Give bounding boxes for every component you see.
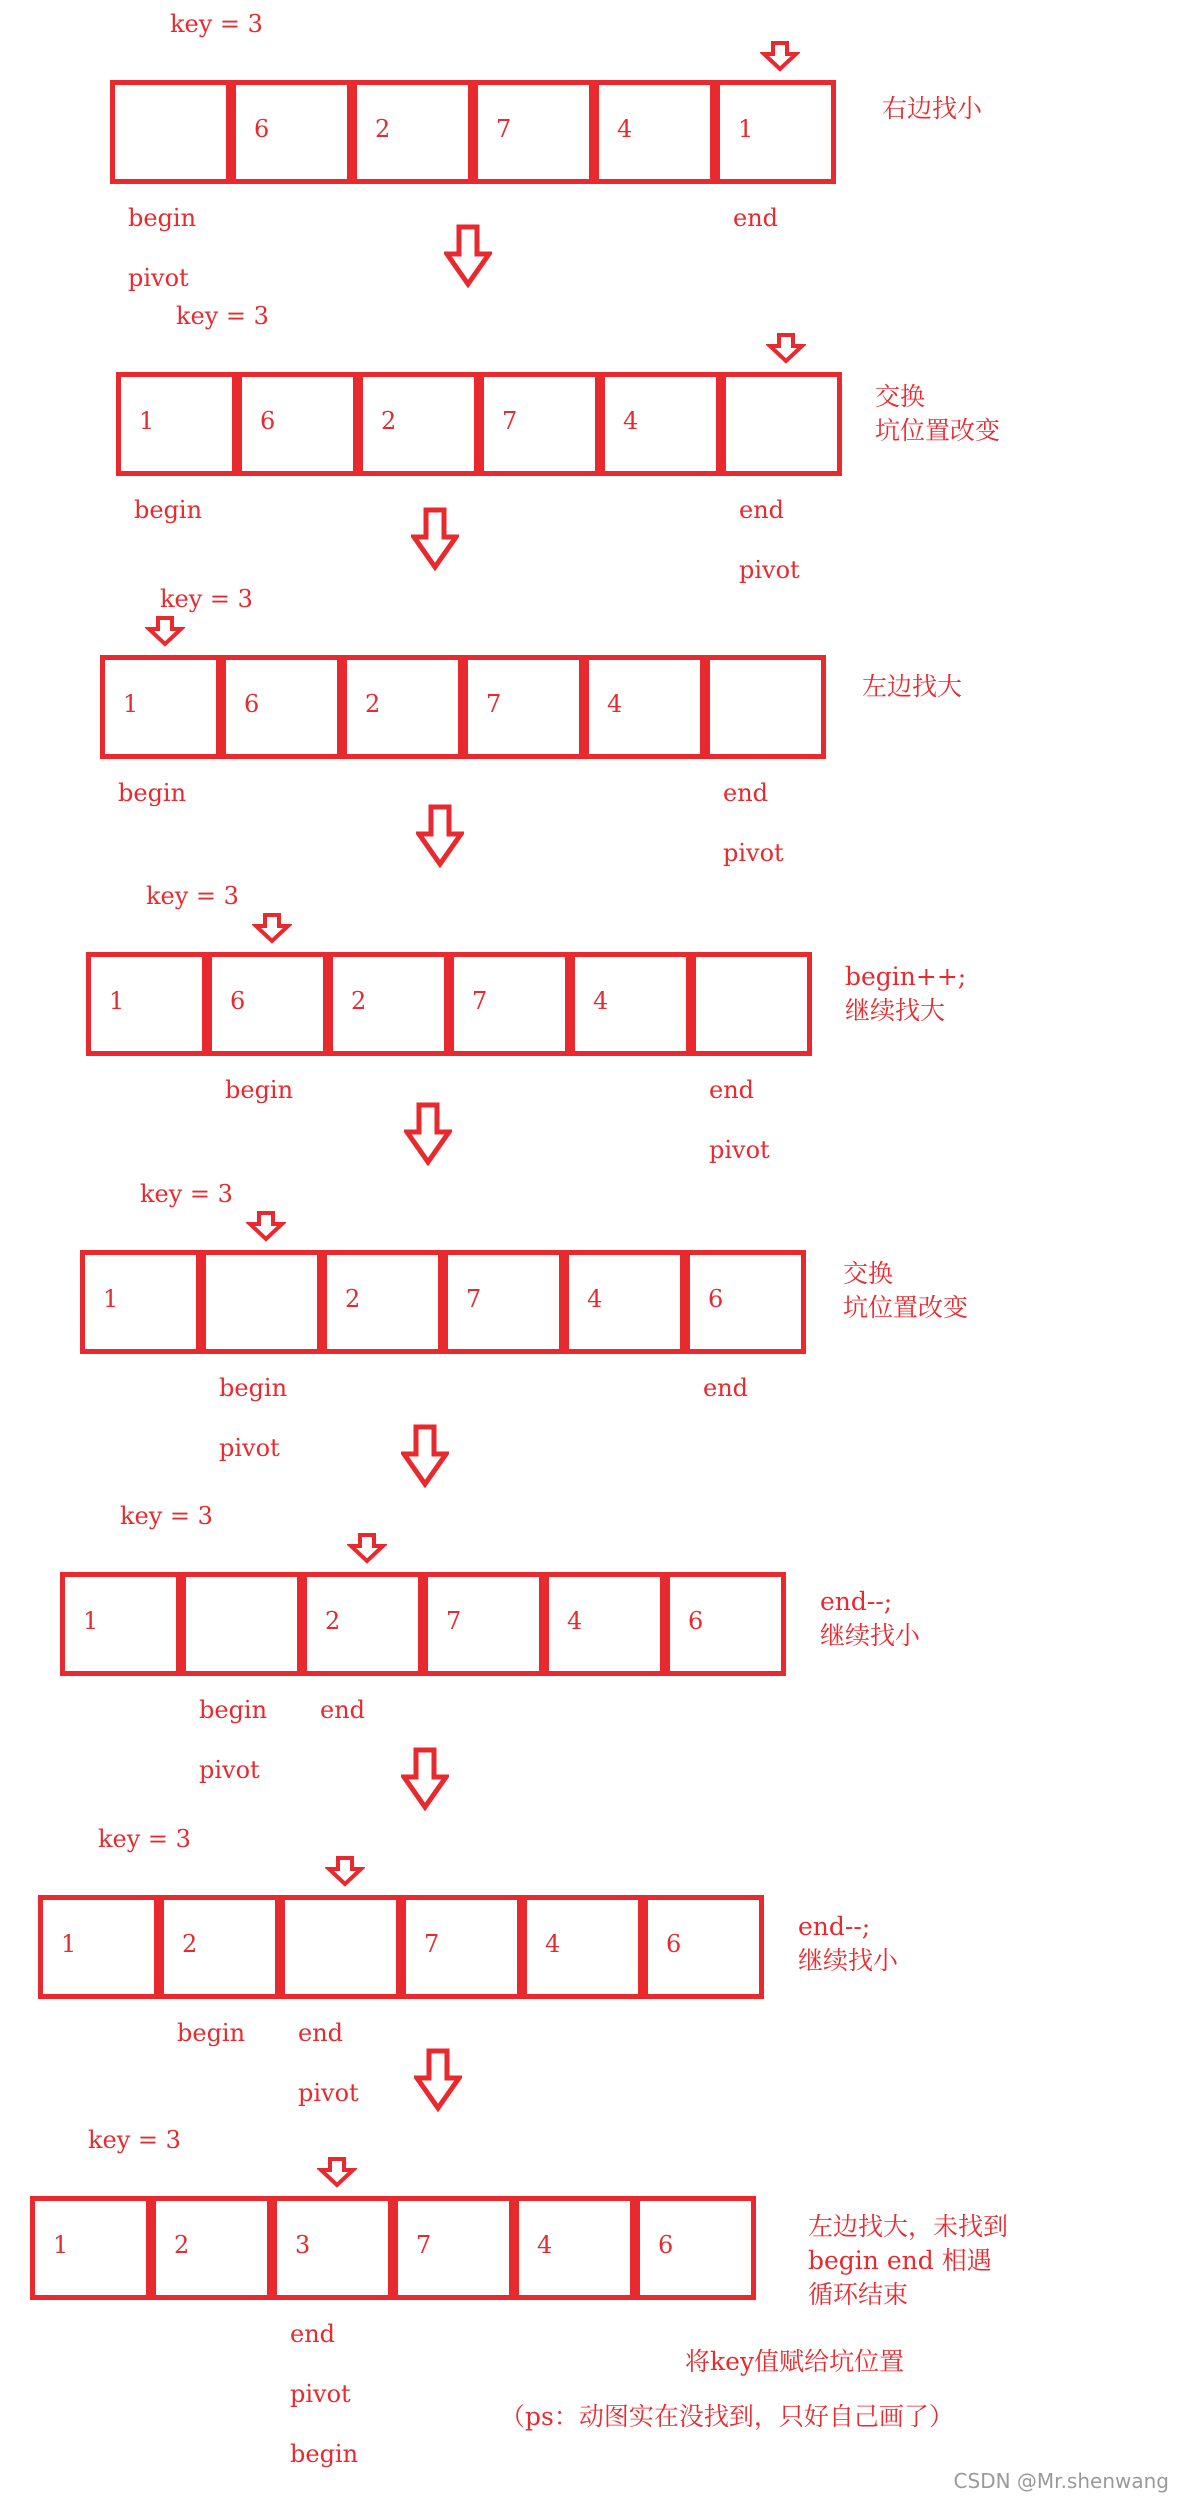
array-cell	[342, 655, 463, 759]
array-cell	[600, 372, 721, 476]
begin-label: begin	[134, 496, 203, 524]
cell-value: 7	[502, 407, 518, 435]
array-cell	[352, 80, 473, 184]
step-note: 右边找小	[882, 94, 983, 123]
cell-value: 2	[351, 987, 367, 1015]
cell-value: 4	[617, 115, 633, 143]
array-cell	[231, 80, 352, 184]
array-cell	[100, 655, 221, 759]
pivot-label: pivot	[723, 839, 784, 867]
pivot-label: pivot	[709, 1136, 770, 1164]
step-note: 交换	[843, 1259, 894, 1288]
ps-note: （ps：动图实在没找到，只好自己画了）	[500, 2402, 954, 2431]
begin-label: begin	[128, 204, 197, 232]
end-label: end	[703, 1374, 749, 1402]
cell-value: 7	[446, 1607, 462, 1635]
array-cell	[322, 1250, 443, 1354]
cell-value: 6	[260, 407, 276, 435]
begin-label: begin	[199, 1696, 268, 1724]
begin-label: begin	[290, 2440, 359, 2468]
pivot-label: pivot	[298, 2079, 359, 2107]
cell-value: 1	[83, 1607, 99, 1635]
pointer-arrow-icon	[760, 40, 800, 72]
down-arrow-icon	[401, 1424, 449, 1488]
step-note: 循环结束	[808, 2280, 909, 2309]
pivot-label: pivot	[199, 1756, 260, 1784]
array-cell	[721, 372, 842, 476]
down-arrow-icon	[401, 1747, 449, 1811]
begin-label: begin	[118, 779, 187, 807]
end-label: end	[733, 204, 779, 232]
array-cell	[443, 1250, 564, 1354]
cell-value: 6	[688, 1607, 704, 1635]
array-cell	[594, 80, 715, 184]
array-cell	[705, 655, 826, 759]
begin-label: begin	[177, 2019, 246, 2047]
array-cell	[280, 1895, 401, 1999]
cell-value: 4	[587, 1285, 603, 1313]
cell-value: 2	[174, 2231, 190, 2259]
array-cell	[201, 1250, 322, 1354]
step-note: begin end 相遇	[808, 2246, 992, 2275]
end-label: end	[298, 2019, 344, 2047]
step-note: 左边找大	[862, 672, 963, 701]
array-cell	[159, 1895, 280, 1999]
pointer-arrow-icon	[317, 2156, 357, 2188]
pointer-arrow-icon	[325, 1855, 365, 1887]
cell-value: 6	[658, 2231, 674, 2259]
end-label: end	[723, 779, 769, 807]
array-cell	[691, 952, 812, 1056]
array-cell	[221, 655, 342, 759]
array-cell	[635, 2196, 756, 2300]
pointer-arrow-icon	[246, 1210, 286, 1242]
array-cell	[60, 1572, 181, 1676]
array-cell	[302, 1572, 423, 1676]
cell-value: 1	[53, 2231, 69, 2259]
cell-value: 2	[325, 1607, 341, 1635]
array-cell	[393, 2196, 514, 2300]
key-label: key = 3	[176, 302, 269, 330]
step-note: end--;	[820, 1587, 893, 1616]
pointer-arrow-icon	[145, 615, 185, 647]
cell-value: 4	[545, 1930, 561, 1958]
step-note: 继续找小	[798, 1946, 899, 1975]
array-cell	[401, 1895, 522, 1999]
down-arrow-icon	[416, 804, 464, 868]
cell-value: 2	[365, 690, 381, 718]
cell-value: 4	[623, 407, 639, 435]
down-arrow-icon	[411, 507, 459, 571]
array-cell	[463, 655, 584, 759]
array-cell	[522, 1895, 643, 1999]
pointer-arrow-icon	[252, 912, 292, 944]
cell-value: 6	[230, 987, 246, 1015]
array-cell	[151, 2196, 272, 2300]
step-note: 继续找大	[845, 996, 946, 1025]
key-label: key = 3	[140, 1180, 233, 1208]
step-note: 坑位置改变	[875, 416, 1001, 445]
key-label: key = 3	[120, 1502, 213, 1530]
step-note: 交换	[875, 382, 926, 411]
cell-value: 7	[472, 987, 488, 1015]
array-cell	[564, 1250, 685, 1354]
array-cell	[449, 952, 570, 1056]
cell-value: 6	[708, 1285, 724, 1313]
cell-value: 7	[466, 1285, 482, 1313]
cell-value: 1	[738, 115, 754, 143]
array-cell	[665, 1572, 786, 1676]
cell-value: 2	[381, 407, 397, 435]
array-cell	[479, 372, 600, 476]
array-cell	[643, 1895, 764, 1999]
pointer-arrow-icon	[347, 1532, 387, 1564]
watermark: CSDN @Mr.shenwang	[953, 2469, 1169, 2493]
cell-value: 7	[416, 2231, 432, 2259]
step-note: 坑位置改变	[843, 1293, 969, 1322]
cell-value: 4	[607, 690, 623, 718]
array-cell	[514, 2196, 635, 2300]
key-label: key = 3	[98, 1825, 191, 1853]
pivot-label: pivot	[128, 264, 189, 292]
array-cell	[207, 952, 328, 1056]
final-note: 将key值赋给坑位置	[685, 2347, 905, 2376]
begin-label: begin	[219, 1374, 288, 1402]
cell-value: 4	[593, 987, 609, 1015]
array-cell	[685, 1250, 806, 1354]
cell-value: 1	[139, 407, 155, 435]
step-note: begin++;	[845, 962, 967, 991]
begin-label: begin	[225, 1076, 294, 1104]
down-arrow-icon	[414, 2048, 462, 2112]
cell-value: 1	[61, 1930, 77, 1958]
cell-value: 1	[109, 987, 125, 1015]
step-note: 左边找大，未找到	[808, 2212, 1009, 2241]
array-cell	[570, 952, 691, 1056]
array-cell	[473, 80, 594, 184]
cell-value: 2	[375, 115, 391, 143]
array-cell	[30, 2196, 151, 2300]
cell-value: 6	[254, 115, 270, 143]
array-cell	[584, 655, 705, 759]
end-label: end	[290, 2320, 336, 2348]
cell-value: 4	[567, 1607, 583, 1635]
cell-value: 3	[295, 2231, 311, 2259]
cell-value: 1	[103, 1285, 119, 1313]
key-label: key = 3	[170, 10, 263, 38]
step-note: 继续找小	[820, 1621, 921, 1650]
step-note: end--;	[798, 1912, 871, 1941]
array-cell	[80, 1250, 201, 1354]
array-cell	[86, 952, 207, 1056]
array-cell	[272, 2196, 393, 2300]
end-label: end	[739, 496, 785, 524]
down-arrow-icon	[444, 224, 492, 288]
pivot-label: pivot	[219, 1434, 280, 1462]
end-label: end	[320, 1696, 366, 1724]
cell-value: 6	[666, 1930, 682, 1958]
cell-value: 2	[345, 1285, 361, 1313]
pointer-arrow-icon	[766, 332, 806, 364]
array-cell	[544, 1572, 665, 1676]
array-cell	[116, 372, 237, 476]
key-label: key = 3	[146, 882, 239, 910]
array-cell	[38, 1895, 159, 1999]
array-cell	[715, 80, 836, 184]
cell-value: 2	[182, 1930, 198, 1958]
array-cell	[237, 372, 358, 476]
end-label: end	[709, 1076, 755, 1104]
cell-value: 6	[244, 690, 260, 718]
cell-value: 7	[486, 690, 502, 718]
cell-value: 4	[537, 2231, 553, 2259]
key-label: key = 3	[88, 2126, 181, 2154]
pivot-label: pivot	[739, 556, 800, 584]
array-cell	[358, 372, 479, 476]
array-cell	[423, 1572, 544, 1676]
down-arrow-icon	[404, 1102, 452, 1166]
cell-value: 1	[123, 690, 139, 718]
array-cell	[328, 952, 449, 1056]
key-label: key = 3	[160, 585, 253, 613]
cell-value: 7	[424, 1930, 440, 1958]
cell-value: 7	[496, 115, 512, 143]
array-cell	[110, 80, 231, 184]
array-cell	[181, 1572, 302, 1676]
pivot-label: pivot	[290, 2380, 351, 2408]
